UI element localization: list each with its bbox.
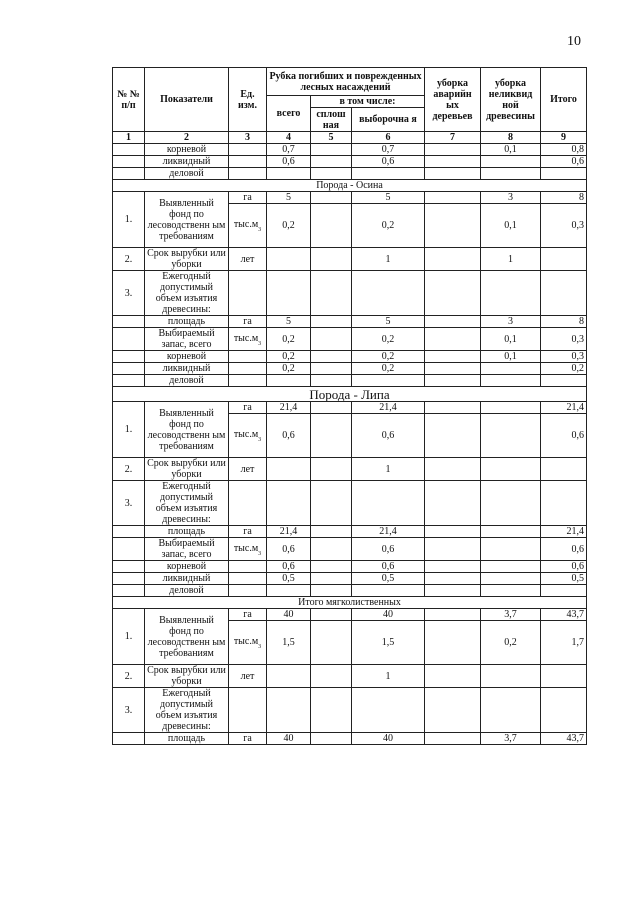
cell-c9: 8 bbox=[541, 192, 587, 204]
unit-superscript: 3 bbox=[258, 340, 262, 347]
cell-c9: 21,4 bbox=[541, 526, 587, 538]
cell-c7 bbox=[425, 363, 481, 375]
row-label: площадь bbox=[145, 733, 229, 745]
cell-empty bbox=[425, 688, 481, 733]
cell-c6: 40 bbox=[352, 609, 425, 621]
table-row bbox=[113, 688, 587, 733]
unit-superscript: 3 bbox=[258, 550, 262, 557]
header-selective: выборочна я bbox=[352, 108, 425, 132]
cell-c9: 21,4 bbox=[541, 402, 587, 414]
column-number-6: 6 bbox=[352, 132, 425, 144]
section-title-row bbox=[113, 387, 587, 402]
cell-empty bbox=[267, 481, 311, 526]
cell-c7 bbox=[425, 585, 481, 597]
cell-c9: 0,8 bbox=[541, 144, 587, 156]
cell-c4 bbox=[267, 375, 311, 387]
cell-c8 bbox=[481, 561, 541, 573]
cell-c7 bbox=[425, 458, 481, 481]
cell-c5 bbox=[311, 351, 352, 363]
cell-no bbox=[113, 316, 145, 328]
page-number: 10 bbox=[567, 34, 581, 49]
cell-c6: 0,2 bbox=[352, 351, 425, 363]
cell-empty bbox=[352, 271, 425, 316]
table-row bbox=[113, 375, 587, 387]
cell-c7 bbox=[425, 538, 481, 561]
cell-c8: 1 bbox=[481, 248, 541, 271]
cell-c8: 0,1 bbox=[481, 351, 541, 363]
table-row bbox=[113, 526, 587, 538]
cell-c6: 0,6 bbox=[352, 414, 425, 458]
row-number: 3. bbox=[113, 271, 145, 316]
table-row bbox=[113, 271, 587, 316]
cell-no bbox=[113, 144, 145, 156]
cell-c5 bbox=[311, 192, 352, 204]
table-row bbox=[113, 144, 587, 156]
cell-c7 bbox=[425, 168, 481, 180]
cell-c4: 0,2 bbox=[267, 328, 311, 351]
table-row bbox=[113, 538, 587, 561]
cell-c4: 0,2 bbox=[267, 363, 311, 375]
cell-c9: 43,7 bbox=[541, 609, 587, 621]
table-row bbox=[113, 328, 587, 351]
unit-cell bbox=[229, 328, 267, 351]
table-row bbox=[113, 733, 587, 745]
row-label: корневой bbox=[145, 561, 229, 573]
cell-no bbox=[113, 538, 145, 561]
table-row bbox=[113, 609, 587, 621]
row-unit: га bbox=[229, 402, 267, 414]
cell-c5 bbox=[311, 316, 352, 328]
table-row bbox=[113, 481, 587, 526]
table-row bbox=[113, 168, 587, 180]
row-label: ликвидный bbox=[145, 156, 229, 168]
row-label: Выбираемый запас, всего bbox=[145, 328, 229, 351]
column-number-5: 5 bbox=[311, 132, 352, 144]
cell-c9 bbox=[541, 248, 587, 271]
row-number: 1. bbox=[113, 192, 145, 248]
cell-c6: 0,7 bbox=[352, 144, 425, 156]
cell-c7 bbox=[425, 414, 481, 458]
cell-empty bbox=[267, 688, 311, 733]
row-label: Выявленный фонд по лесоводственн ым требованиям bbox=[145, 192, 229, 248]
cell-c4 bbox=[267, 168, 311, 180]
row-label: ликвидный bbox=[145, 363, 229, 375]
row-label: деловой bbox=[145, 585, 229, 597]
cell-no bbox=[113, 573, 145, 585]
cell-c9: 0,6 bbox=[541, 414, 587, 458]
section-title: Порода - Осина bbox=[113, 180, 587, 192]
cell-c5 bbox=[311, 248, 352, 271]
table-row bbox=[113, 561, 587, 573]
row-unit bbox=[229, 585, 267, 597]
header-emergency: уборка аварийн ых деревьев bbox=[425, 68, 481, 132]
cell-c5 bbox=[311, 414, 352, 458]
cell-c5 bbox=[311, 573, 352, 585]
row-unit bbox=[229, 688, 267, 733]
cell-c6: 5 bbox=[352, 192, 425, 204]
cell-c6: 1,5 bbox=[352, 621, 425, 665]
column-number-3: 3 bbox=[229, 132, 267, 144]
cell-c7 bbox=[425, 665, 481, 688]
column-number-8: 8 bbox=[481, 132, 541, 144]
cell-c6: 0,6 bbox=[352, 538, 425, 561]
unit-main: тыс.м bbox=[233, 219, 259, 230]
row-unit: га bbox=[229, 526, 267, 538]
cell-empty bbox=[481, 481, 541, 526]
cell-c5 bbox=[311, 328, 352, 351]
cell-c8 bbox=[481, 585, 541, 597]
cell-c5 bbox=[311, 526, 352, 538]
row-label: ликвидный bbox=[145, 573, 229, 585]
cell-c7 bbox=[425, 328, 481, 351]
cell-empty bbox=[425, 481, 481, 526]
row-unit: га bbox=[229, 316, 267, 328]
unit-cell bbox=[229, 538, 267, 561]
cell-c4 bbox=[267, 458, 311, 481]
cell-no bbox=[113, 351, 145, 363]
row-number: 2. bbox=[113, 665, 145, 688]
row-label: Срок вырубки или уборки bbox=[145, 665, 229, 688]
cell-c5 bbox=[311, 402, 352, 414]
cell-c4: 0,7 bbox=[267, 144, 311, 156]
row-unit bbox=[229, 481, 267, 526]
row-unit bbox=[229, 144, 267, 156]
row-unit: лет bbox=[229, 665, 267, 688]
column-number-2: 2 bbox=[145, 132, 229, 144]
header-total: всего bbox=[267, 96, 311, 132]
cell-c5 bbox=[311, 665, 352, 688]
cell-c8: 0,2 bbox=[481, 621, 541, 665]
cell-c6 bbox=[352, 375, 425, 387]
cell-c7 bbox=[425, 156, 481, 168]
cell-no bbox=[113, 585, 145, 597]
cell-c4 bbox=[267, 665, 311, 688]
row-label: деловой bbox=[145, 375, 229, 387]
header-no: № № п/п bbox=[113, 68, 145, 132]
cell-empty bbox=[481, 688, 541, 733]
cell-c6: 21,4 bbox=[352, 402, 425, 414]
cell-c5 bbox=[311, 204, 352, 248]
cell-c4: 0,6 bbox=[267, 561, 311, 573]
row-unit bbox=[229, 561, 267, 573]
cell-c6: 1 bbox=[352, 665, 425, 688]
cell-c8 bbox=[481, 458, 541, 481]
cell-c8: 0,1 bbox=[481, 144, 541, 156]
row-label: Ежегодный допустимый объем изъятия древесины: bbox=[145, 481, 229, 526]
cell-c9: 0,6 bbox=[541, 538, 587, 561]
column-number-7: 7 bbox=[425, 132, 481, 144]
section-title: Итого мягколиственных bbox=[113, 597, 587, 609]
cell-c6: 0,2 bbox=[352, 204, 425, 248]
cell-c7 bbox=[425, 375, 481, 387]
row-number: 1. bbox=[113, 402, 145, 458]
cell-c8 bbox=[481, 665, 541, 688]
cell-c9: 0,6 bbox=[541, 561, 587, 573]
cell-c8 bbox=[481, 168, 541, 180]
row-label: Срок вырубки или уборки bbox=[145, 248, 229, 271]
cell-c6: 0,6 bbox=[352, 561, 425, 573]
cell-c9: 0,2 bbox=[541, 363, 587, 375]
header-felling-group: Рубка погибших и поврежденных лесных насаждений bbox=[267, 68, 425, 96]
unit-superscript: 3 bbox=[258, 437, 262, 443]
cell-c8 bbox=[481, 526, 541, 538]
column-number-4: 4 bbox=[267, 132, 311, 144]
cell-c8 bbox=[481, 402, 541, 414]
cell-no bbox=[113, 526, 145, 538]
unit-main: тыс.м bbox=[233, 429, 259, 440]
cell-c7 bbox=[425, 526, 481, 538]
row-label: корневой bbox=[145, 351, 229, 363]
unit-main: тыс.м bbox=[233, 636, 259, 647]
row-label: Выявленный фонд по лесоводственн ым требованиям bbox=[145, 609, 229, 665]
cell-empty bbox=[425, 271, 481, 316]
unit-superscript: 3 bbox=[258, 227, 262, 233]
section-title-row bbox=[113, 180, 587, 192]
cell-c8 bbox=[481, 156, 541, 168]
cell-c6: 0,2 bbox=[352, 363, 425, 375]
cell-c7 bbox=[425, 192, 481, 204]
cell-c7 bbox=[425, 621, 481, 665]
cell-no bbox=[113, 156, 145, 168]
column-number-1: 1 bbox=[113, 132, 145, 144]
cell-c8: 0,1 bbox=[481, 328, 541, 351]
cell-c9: 0,6 bbox=[541, 156, 587, 168]
row-unit: га bbox=[229, 609, 267, 621]
row-label: Выявленный фонд по лесоводственн ым требованиям bbox=[145, 402, 229, 458]
cell-c5 bbox=[311, 621, 352, 665]
cell-c9: 43,7 bbox=[541, 733, 587, 745]
cell-c4 bbox=[267, 585, 311, 597]
cell-c7 bbox=[425, 561, 481, 573]
row-unit: лет bbox=[229, 248, 267, 271]
table-row bbox=[113, 665, 587, 688]
cell-empty bbox=[267, 271, 311, 316]
row-unit bbox=[229, 168, 267, 180]
cell-c6 bbox=[352, 585, 425, 597]
table-row bbox=[113, 156, 587, 168]
row-unit: га bbox=[229, 733, 267, 745]
row-label: площадь bbox=[145, 526, 229, 538]
unit-cell bbox=[229, 414, 267, 458]
table-row bbox=[113, 363, 587, 375]
column-numbers-row bbox=[113, 132, 587, 144]
cell-c8: 3,7 bbox=[481, 733, 541, 745]
cell-c6: 0,2 bbox=[352, 328, 425, 351]
cell-c7 bbox=[425, 204, 481, 248]
cell-c5 bbox=[311, 538, 352, 561]
row-unit bbox=[229, 271, 267, 316]
cell-c5 bbox=[311, 458, 352, 481]
section-title-row bbox=[113, 597, 587, 609]
unit-cell bbox=[229, 204, 267, 248]
cell-c7 bbox=[425, 351, 481, 363]
row-unit bbox=[229, 156, 267, 168]
cell-c4: 0,6 bbox=[267, 414, 311, 458]
cell-c7 bbox=[425, 573, 481, 585]
cell-empty bbox=[311, 688, 352, 733]
unit-main: тыс.м bbox=[233, 542, 259, 554]
row-label: корневой bbox=[145, 144, 229, 156]
cell-c8: 3 bbox=[481, 192, 541, 204]
cell-no bbox=[113, 363, 145, 375]
cell-c5 bbox=[311, 375, 352, 387]
header-including: в том числе: bbox=[311, 96, 425, 108]
cell-c7 bbox=[425, 402, 481, 414]
unit-superscript: 3 bbox=[258, 644, 262, 650]
table-row bbox=[113, 351, 587, 363]
row-unit bbox=[229, 573, 267, 585]
cell-no bbox=[113, 733, 145, 745]
cell-c8 bbox=[481, 375, 541, 387]
header-indicators: Показатели bbox=[145, 68, 229, 132]
cell-empty bbox=[481, 271, 541, 316]
cell-c5 bbox=[311, 144, 352, 156]
cell-c5 bbox=[311, 156, 352, 168]
cell-no bbox=[113, 168, 145, 180]
cell-c6: 1 bbox=[352, 458, 425, 481]
cell-c6: 1 bbox=[352, 248, 425, 271]
cell-c8 bbox=[481, 538, 541, 561]
cell-c7 bbox=[425, 144, 481, 156]
cell-empty bbox=[352, 688, 425, 733]
cell-c9 bbox=[541, 665, 587, 688]
row-unit: га bbox=[229, 192, 267, 204]
cell-c7 bbox=[425, 316, 481, 328]
cell-c5 bbox=[311, 585, 352, 597]
header-itogo: Итого bbox=[541, 68, 587, 132]
row-number: 2. bbox=[113, 248, 145, 271]
cell-c4: 0,6 bbox=[267, 538, 311, 561]
cell-c8 bbox=[481, 573, 541, 585]
cell-c4: 5 bbox=[267, 316, 311, 328]
table-row bbox=[113, 192, 587, 204]
cell-empty bbox=[541, 271, 587, 316]
row-number: 3. bbox=[113, 688, 145, 733]
row-unit bbox=[229, 375, 267, 387]
cell-no bbox=[113, 561, 145, 573]
column-number-9: 9 bbox=[541, 132, 587, 144]
cell-c8 bbox=[481, 363, 541, 375]
cell-c8: 0,1 bbox=[481, 204, 541, 248]
cell-c6: 0,6 bbox=[352, 156, 425, 168]
cell-c4: 1,5 bbox=[267, 621, 311, 665]
cell-c5 bbox=[311, 561, 352, 573]
cell-c6: 21,4 bbox=[352, 526, 425, 538]
cell-no bbox=[113, 375, 145, 387]
section-title: Порода - Липа bbox=[113, 387, 587, 402]
header-illiquid: уборка неликвид ной древесины bbox=[481, 68, 541, 132]
cell-c9: 0,5 bbox=[541, 573, 587, 585]
cell-c5 bbox=[311, 609, 352, 621]
cell-c9 bbox=[541, 375, 587, 387]
cell-c5 bbox=[311, 363, 352, 375]
cell-c9 bbox=[541, 585, 587, 597]
cell-c9: 8 bbox=[541, 316, 587, 328]
table-row bbox=[113, 573, 587, 585]
table-row bbox=[113, 248, 587, 271]
row-number: 2. bbox=[113, 458, 145, 481]
cell-c7 bbox=[425, 248, 481, 271]
cell-c9 bbox=[541, 168, 587, 180]
table-row bbox=[113, 316, 587, 328]
row-number: 1. bbox=[113, 609, 145, 665]
cell-c4: 21,4 bbox=[267, 402, 311, 414]
cell-c4: 5 bbox=[267, 192, 311, 204]
row-label: деловой bbox=[145, 168, 229, 180]
cell-c5 bbox=[311, 733, 352, 745]
cell-empty bbox=[311, 271, 352, 316]
cell-c7 bbox=[425, 733, 481, 745]
unit-cell bbox=[229, 621, 267, 665]
cell-c4: 40 bbox=[267, 609, 311, 621]
cell-c6: 0,5 bbox=[352, 573, 425, 585]
table-row bbox=[113, 585, 587, 597]
cell-c9 bbox=[541, 458, 587, 481]
table-row bbox=[113, 458, 587, 481]
cell-no bbox=[113, 328, 145, 351]
cell-c4: 21,4 bbox=[267, 526, 311, 538]
cell-c6: 5 bbox=[352, 316, 425, 328]
row-label: Ежегодный допустимый объем изъятия древесины: bbox=[145, 688, 229, 733]
cell-empty bbox=[352, 481, 425, 526]
header-clear: сплош ная bbox=[311, 108, 352, 132]
cell-c5 bbox=[311, 168, 352, 180]
cell-c9: 0,3 bbox=[541, 351, 587, 363]
cell-c4: 0,2 bbox=[267, 351, 311, 363]
cell-c9: 0,3 bbox=[541, 328, 587, 351]
cell-c9: 1,7 bbox=[541, 621, 587, 665]
cell-c4: 0,5 bbox=[267, 573, 311, 585]
row-label: Выбираемый запас, всего bbox=[145, 538, 229, 561]
cell-c8: 3 bbox=[481, 316, 541, 328]
row-label: Ежегодный допустимый объем изъятия древесины: bbox=[145, 271, 229, 316]
cell-c4: 0,2 bbox=[267, 204, 311, 248]
unit-main: тыс.м bbox=[233, 332, 259, 344]
header-unit: Ед. изм. bbox=[229, 68, 267, 132]
row-number: 3. bbox=[113, 481, 145, 526]
cell-empty bbox=[311, 481, 352, 526]
cell-c4: 0,6 bbox=[267, 156, 311, 168]
cell-c6: 40 bbox=[352, 733, 425, 745]
cell-empty bbox=[541, 481, 587, 526]
cell-empty bbox=[541, 688, 587, 733]
cell-c7 bbox=[425, 609, 481, 621]
row-unit bbox=[229, 351, 267, 363]
cell-c8 bbox=[481, 414, 541, 458]
forestry-table bbox=[112, 67, 587, 745]
row-label: Срок вырубки или уборки bbox=[145, 458, 229, 481]
row-unit bbox=[229, 363, 267, 375]
cell-c9: 0,3 bbox=[541, 204, 587, 248]
table-row bbox=[113, 402, 587, 414]
cell-c4: 40 bbox=[267, 733, 311, 745]
row-label: площадь bbox=[145, 316, 229, 328]
cell-c4 bbox=[267, 248, 311, 271]
row-unit: лет bbox=[229, 458, 267, 481]
cell-c6 bbox=[352, 168, 425, 180]
cell-c8: 3,7 bbox=[481, 609, 541, 621]
